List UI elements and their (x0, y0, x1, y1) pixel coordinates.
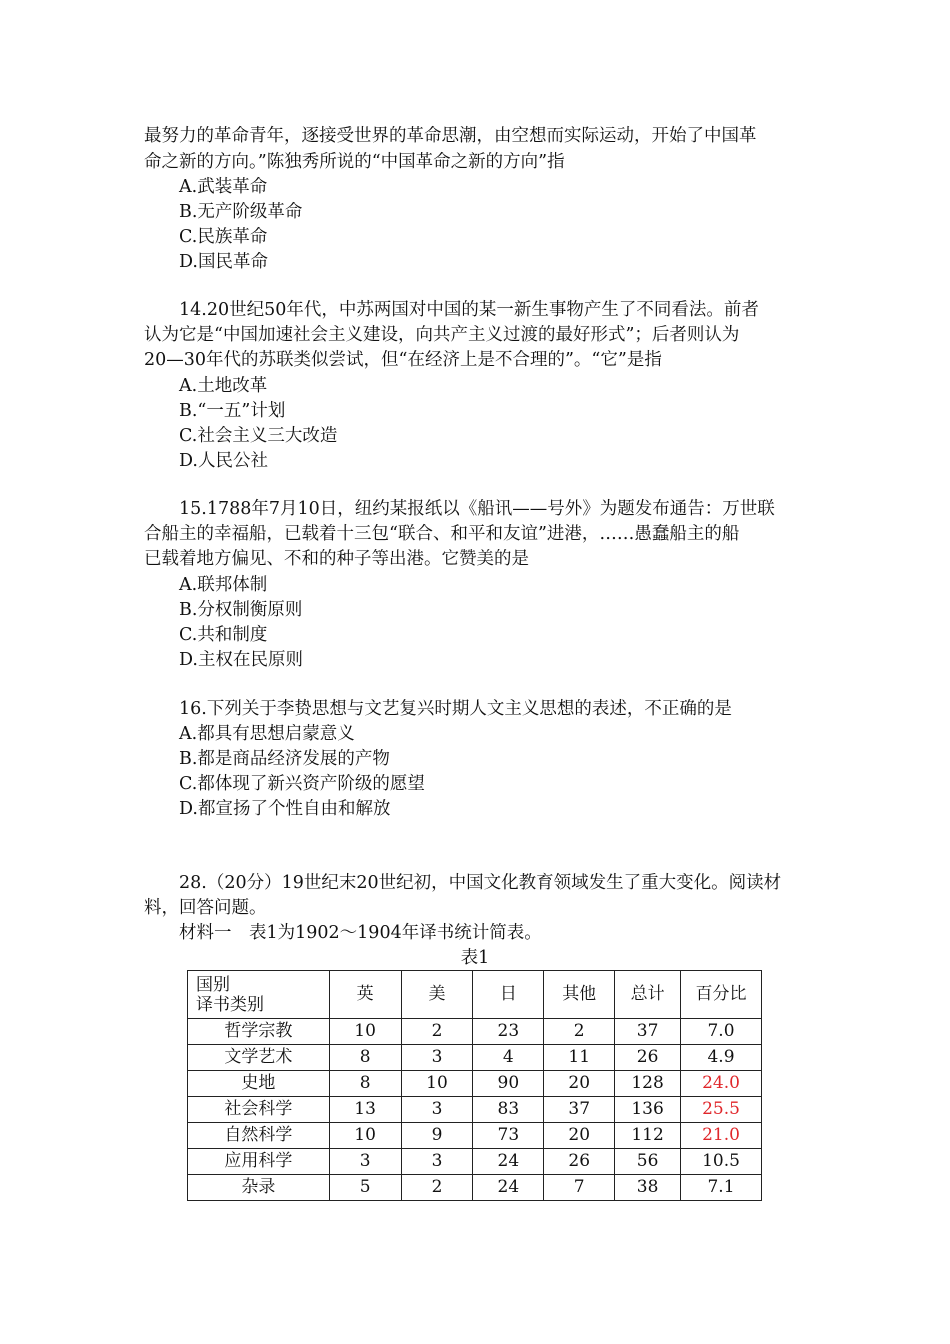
q15-option-b: B.分权制衡原则 (179, 600, 303, 620)
table-cell: 2 (401, 1175, 473, 1201)
table-row (188, 1071, 762, 1097)
row-category: 哲学宗教 (188, 1019, 330, 1045)
table-cell: 26 (544, 1149, 615, 1175)
table-cell-percent: 24.0 (681, 1071, 762, 1097)
table-cell: 11 (544, 1045, 615, 1071)
q16-option-d: D.都宣扬了个性自由和解放 (179, 799, 391, 819)
table-cell: 38 (615, 1175, 681, 1201)
table-cell: 136 (615, 1097, 681, 1123)
table-caption: 表1 (460, 948, 490, 968)
q13-text-line-1: 最努力的革命青年，逐接受世界的革命思潮，由空想而实际运动，开始了中国革 (144, 126, 757, 146)
table-row (188, 1019, 762, 1045)
q14-text-line-3: 20—30年代的苏联类似尝试，但“在经济上是不合理的”。“它”是指 (144, 350, 662, 370)
q16-text-line-1: 16.下列关于李贽思想与文艺复兴时期人文主义思想的表述，不正确的是 (179, 699, 732, 719)
table-cell: 10 (401, 1071, 473, 1097)
row-category: 杂录 (188, 1175, 330, 1201)
column-header: 日 (473, 971, 544, 1019)
table-cell: 56 (615, 1149, 681, 1175)
q28-material-intro: 材料一 表1为1902～1904年译书统计简表。 (179, 923, 542, 943)
table-cell: 10 (329, 1019, 401, 1045)
column-header: 总计 (615, 971, 681, 1019)
table-row (188, 1123, 762, 1149)
table-header-row (188, 971, 762, 1019)
q14-option-b: B.“一五”计划 (179, 401, 286, 421)
row-category: 文学艺术 (188, 1045, 330, 1071)
q13-option-c: C.民族革命 (179, 227, 268, 247)
table-cell-percent: 7.0 (681, 1019, 762, 1045)
table-row (188, 1097, 762, 1123)
row-category: 自然科学 (188, 1123, 330, 1149)
table-cell: 20 (544, 1123, 615, 1149)
table-cell: 13 (329, 1097, 401, 1123)
table-cell: 24 (473, 1175, 544, 1201)
column-header: 英 (329, 971, 401, 1019)
table-header-corner (188, 971, 330, 1019)
table-cell: 3 (401, 1149, 473, 1175)
q14-option-a: A.土地改革 (179, 376, 268, 396)
table-cell-percent: 4.9 (681, 1045, 762, 1071)
q28-text-line-2: 料，回答问题。 (144, 898, 267, 918)
q13-text-line-2: 命之新的方向。”陈独秀所说的“中国革命之新的方向”指 (144, 152, 565, 172)
table-cell: 2 (544, 1019, 615, 1045)
q16-option-b: B.都是商品经济发展的产物 (179, 749, 390, 769)
q28-text-line-1: 28.（20分）19世纪末20世纪初，中国文化教育领域发生了重大变化。阅读材 (179, 873, 782, 893)
header-corner-country: 国别 (196, 974, 230, 995)
table-cell: 37 (544, 1097, 615, 1123)
table-cell: 3 (401, 1097, 473, 1123)
table-body (188, 1019, 762, 1201)
table-cell: 10 (329, 1123, 401, 1149)
table-cell: 73 (473, 1123, 544, 1149)
q15-option-c: C.共和制度 (179, 625, 268, 645)
table-cell: 9 (401, 1123, 473, 1149)
translation-stats-table (187, 970, 762, 1201)
q16-option-a: A.都具有思想启蒙意义 (179, 724, 355, 744)
table-cell: 112 (615, 1123, 681, 1149)
table-cell: 26 (615, 1045, 681, 1071)
table-cell: 2 (401, 1019, 473, 1045)
table-cell: 83 (473, 1097, 544, 1123)
table-row (188, 1149, 762, 1175)
table-cell-percent: 7.1 (681, 1175, 762, 1201)
q14-text-line-1: 14.20世纪50年代，中苏两国对中国的某一新生事物产生了不同看法。前者 (179, 300, 759, 320)
column-header: 其他 (544, 971, 615, 1019)
column-header: 百分比 (681, 971, 762, 1019)
table-cell: 24 (473, 1149, 544, 1175)
table-cell: 8 (329, 1071, 401, 1097)
row-category: 社会科学 (188, 1097, 330, 1123)
table-cell: 3 (401, 1045, 473, 1071)
table-row (188, 1175, 762, 1201)
q14-option-d: D.人民公社 (179, 451, 268, 471)
q16-option-c: C.都体现了新兴资产阶级的愿望 (179, 774, 425, 794)
table-cell: 23 (473, 1019, 544, 1045)
table-cell: 37 (615, 1019, 681, 1045)
row-category: 史地 (188, 1071, 330, 1097)
table-cell: 128 (615, 1071, 681, 1097)
q15-text-line-2: 合船主的幸福船，已载着十三包“联合、和平和友谊”进港，……愚蠢船主的船 (144, 524, 740, 544)
table-cell: 8 (329, 1045, 401, 1071)
table-cell: 90 (473, 1071, 544, 1097)
table-cell-percent: 25.5 (681, 1097, 762, 1123)
q15-text-line-1: 15.1788年7月10日，纽约某报纸以《船讯——号外》为题发布通告：万世联 (179, 499, 775, 519)
q13-option-d: D.国民革命 (179, 252, 268, 272)
table-row (188, 1045, 762, 1071)
q14-text-line-2: 认为它是“中国加速社会主义建设，向共产主义过渡的最好形式”；后者则认为 (144, 325, 740, 345)
q15-text-line-3: 已载着地方偏见、不和的种子等出港。它赞美的是 (144, 549, 529, 569)
table-cell: 7 (544, 1175, 615, 1201)
header-corner-category: 译书类别 (196, 994, 264, 1015)
table-cell: 20 (544, 1071, 615, 1097)
q15-option-d: D.主权在民原则 (179, 650, 303, 670)
q13-option-b: B.无产阶级革命 (179, 202, 303, 222)
q14-option-c: C.社会主义三大改造 (179, 426, 338, 446)
table-cell: 3 (329, 1149, 401, 1175)
column-header: 美 (401, 971, 473, 1019)
table-cell-percent: 21.0 (681, 1123, 762, 1149)
row-category: 应用科学 (188, 1149, 330, 1175)
q15-option-a: A.联邦体制 (179, 575, 268, 595)
table-cell: 4 (473, 1045, 544, 1071)
table-cell-percent: 10.5 (681, 1149, 762, 1175)
table-cell: 5 (329, 1175, 401, 1201)
q13-option-a: A.武装革命 (179, 177, 268, 197)
